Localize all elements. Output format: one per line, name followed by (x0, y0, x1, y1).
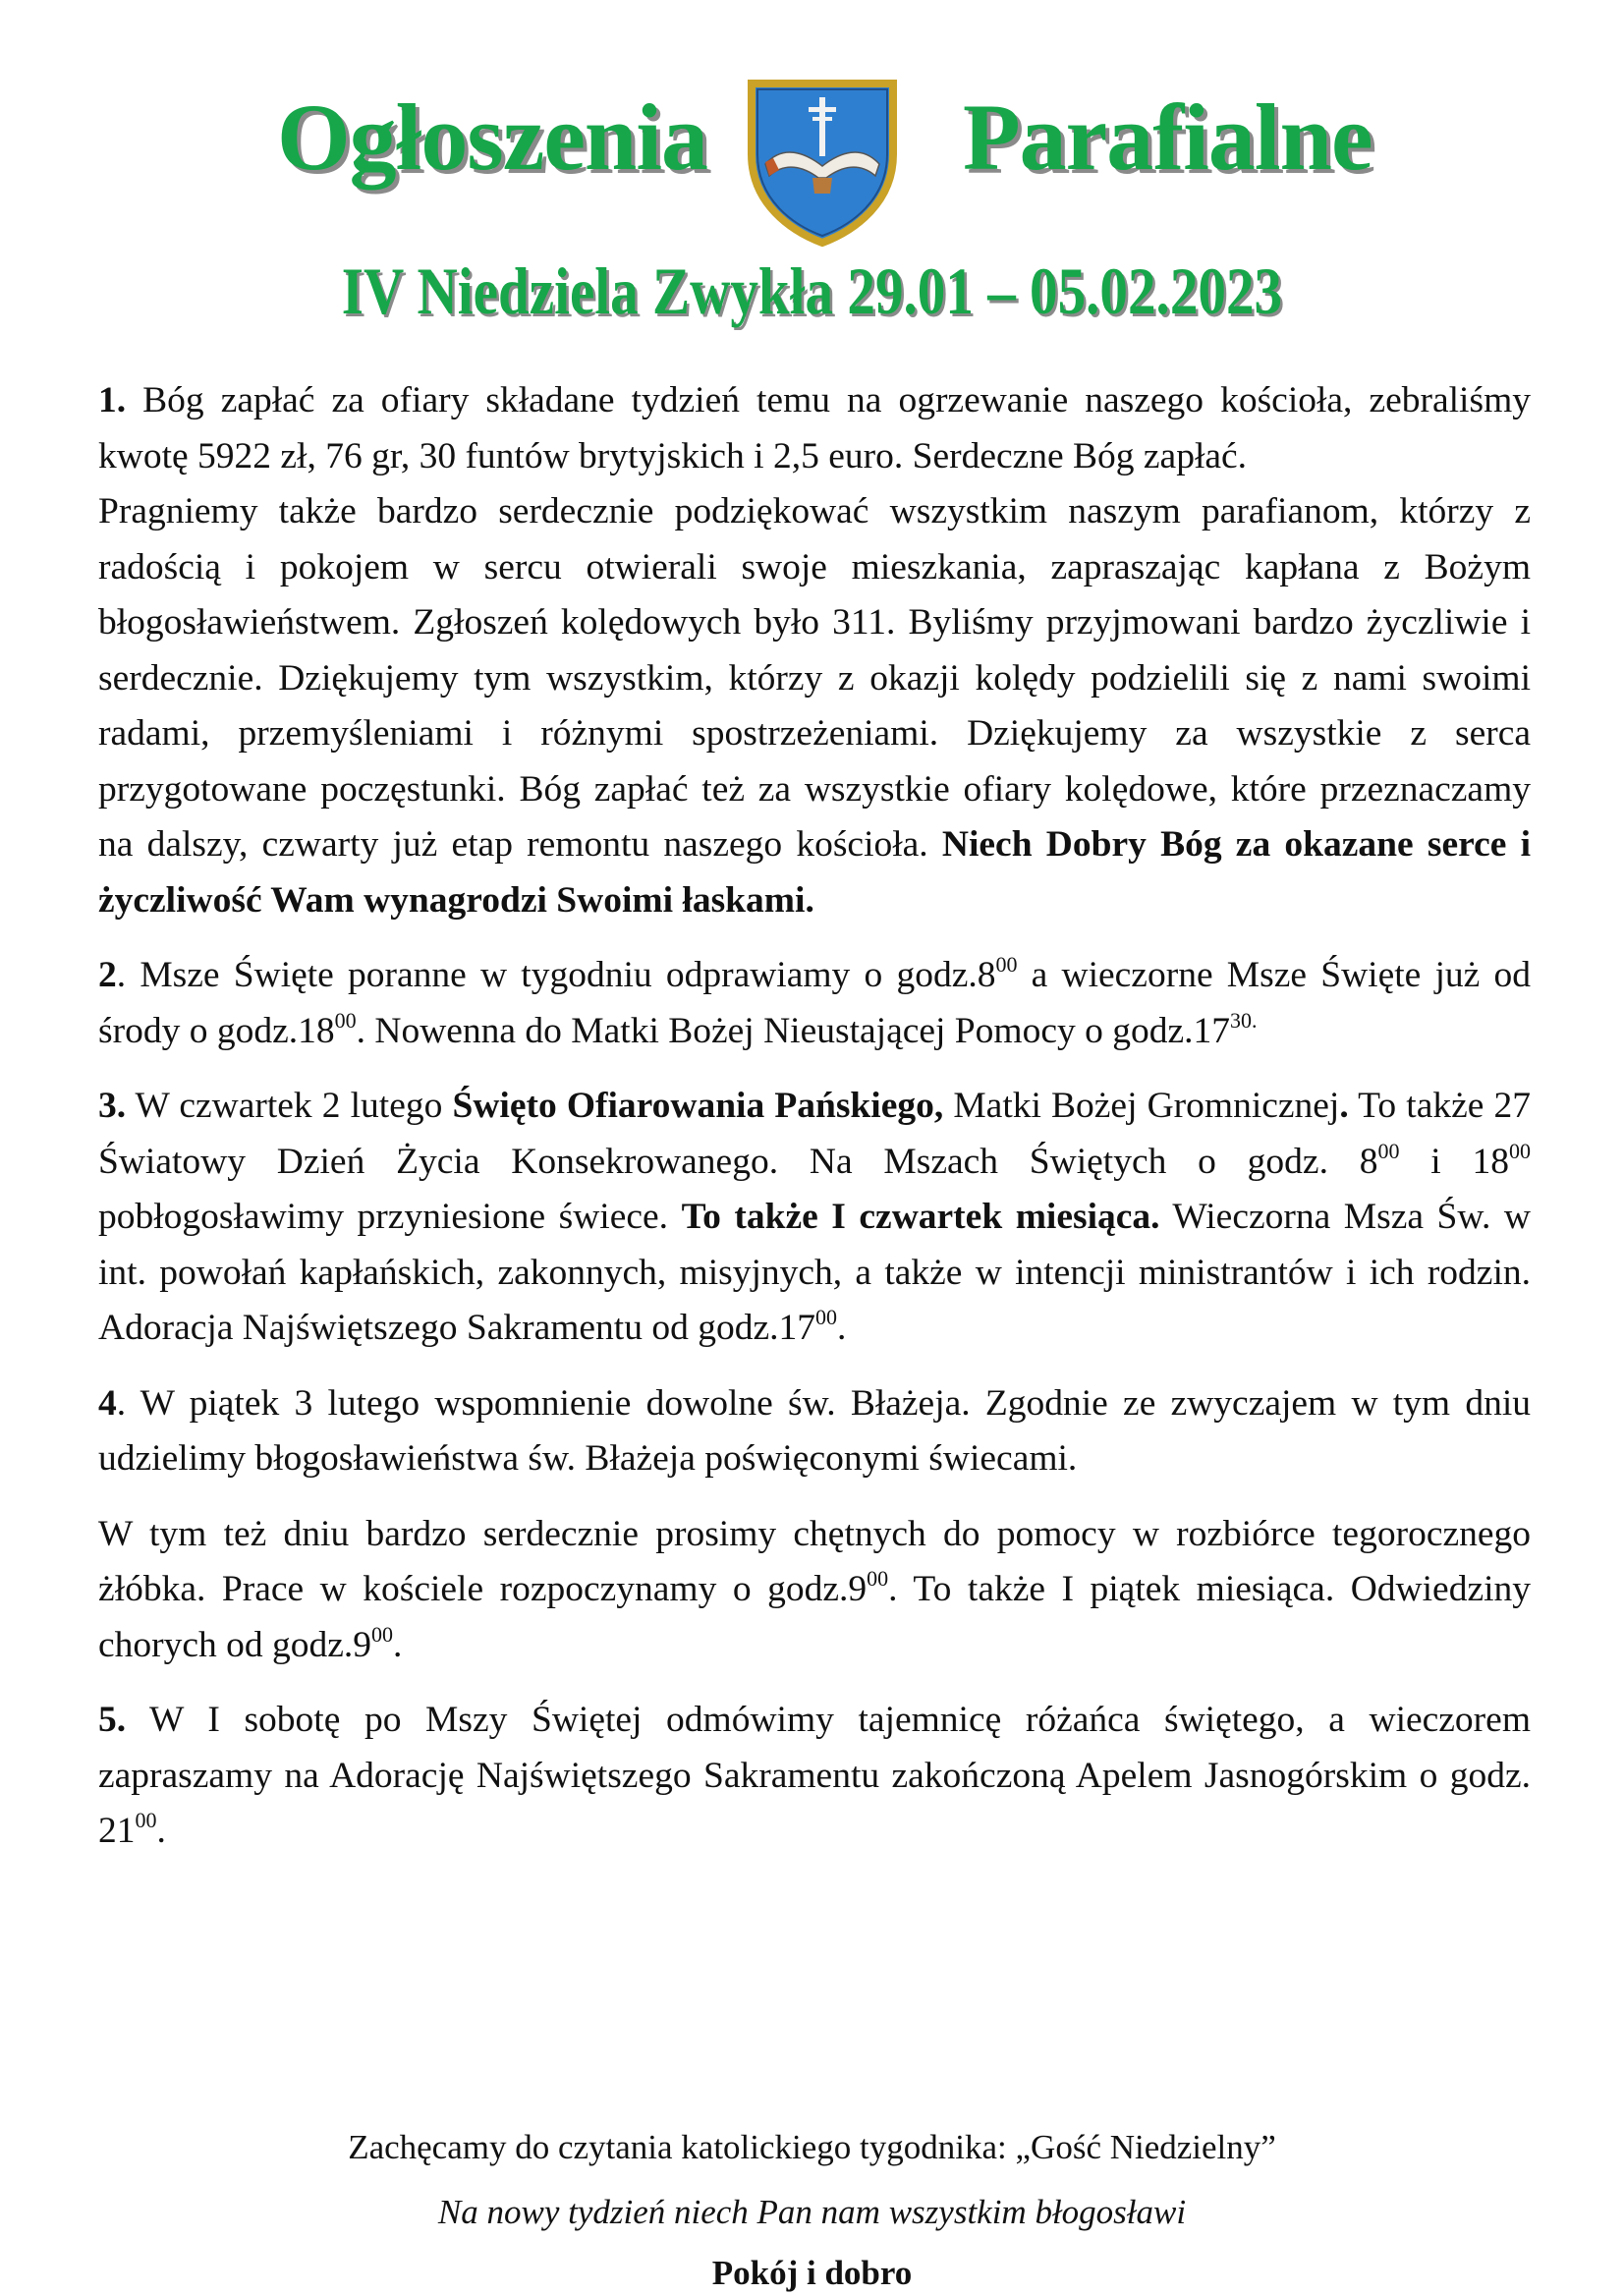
time-superscript: 00 (334, 1007, 357, 1033)
announcement-text: Wieczorna Msza Św. w int. powołań kapłańskich, zakonnych, misyjnych, a także w intencji ministrantów i ich rodzin. Adoracja Najświętszego Sakramentu od godz.17 (98, 1197, 1531, 1348)
announcement-number: 4 (98, 1382, 117, 1424)
announcement-4-continued (98, 1507, 1531, 1674)
announcement-1 (98, 373, 1531, 484)
time-superscript: 00 (1509, 1138, 1531, 1163)
announcement-bold-text: To także I czwartek miesiąca. (681, 1197, 1160, 1237)
announcement-bold-text: Niech Dobry Bóg za okazane serce i życzliwość Wam wynagrodzi Swoimi łaskami. (98, 824, 1531, 921)
announcement-text: i 18 (1399, 1141, 1509, 1182)
announcement-2 (98, 948, 1531, 1059)
title-right: Parafialne (963, 84, 1372, 190)
time-superscript: 00 (135, 1808, 157, 1832)
page-subtitle: IV Niedziela Zwykła 29.01 – 05.02.2023 (341, 253, 1283, 328)
announcement-5 (98, 1693, 1531, 1860)
announcement-text: W I sobotę po Mszy Świętej odmówimy tajemnicę różańca świętego, a wieczorem zapraszamy na Adorację Najświętszego Sakramentu zakończoną Apelem Jasnogórskim o godz. 21 (98, 1700, 1531, 1851)
announcement-text: . Msze Święte poranne w tygodniu odprawiamy o godz.8 (116, 955, 996, 995)
announcement-number: 1. (98, 380, 127, 420)
time-superscript: 00 (1377, 1138, 1400, 1163)
announcement-4 (98, 1376, 1531, 1487)
announcement-text: . W piątek 3 lutego wspomnienie dowolne św. Błażeja. Zgodnie ze zwyczajem w tym dniu udzielimy błogosławieństwa św. Błażeja poświęconymi świecami. (98, 1382, 1531, 1479)
announcement-number: 2 (98, 955, 117, 995)
time-superscript: 00 (995, 952, 1018, 977)
announcement-1-thanks (98, 484, 1531, 928)
announcement-bold-text: . (1339, 1086, 1349, 1126)
announcement-text: W czwartek 2 lutego (126, 1086, 453, 1126)
time-superscript: 00 (371, 1621, 394, 1647)
announcement-text: . To także I piątek miesiąca. Odwiedziny chorych od godz.9 (98, 1569, 1532, 1665)
announcement-text: . (837, 1308, 847, 1348)
announcement-text: . Nowenna do Matki Bożej Nieustającej Pomocy o godz.17 (356, 1010, 1230, 1051)
page-header (0, 0, 1624, 354)
time-superscript: 30. (1230, 1007, 1258, 1033)
announcement-number: 3. (98, 1086, 127, 1126)
time-superscript: 00 (867, 1566, 889, 1591)
parish-crest-icon (744, 76, 901, 248)
announcement-3 (98, 1079, 1531, 1357)
title-left: Ogłoszenia (277, 84, 707, 190)
announcements-body (98, 373, 1531, 1860)
announcement-number: 5. (98, 1700, 127, 1740)
footer-peace: Pokój i dobro (711, 2254, 913, 2292)
footer-magazine-note: Zachęcamy do czytania katolickiego tygodnika: „Gość Niedzielny” (348, 2128, 1276, 2166)
time-superscript: 00 (815, 1305, 837, 1329)
announcement-bold-text: Święto Ofiarowania Pańskiego, (452, 1086, 944, 1126)
footer-blessing: Na nowy tydzień niech Pan nam wszystkim błogosławi (437, 2193, 1187, 2231)
announcement-text: . (393, 1624, 403, 1665)
announcement-text: pobłogosławimy przyniesione świece. (98, 1197, 682, 1237)
announcement-text: To także 27 Światowy Dzień Życia Konsekrowanego. Na Mszach Świętych o godz. 8 (98, 1086, 1531, 1182)
announcement-text: . (156, 1811, 166, 1851)
announcement-text: Matki Bożej Gromnicznej (943, 1086, 1340, 1126)
announcement-text: Bóg zapłać za ofiary składane tydzień temu na ogrzewanie naszego kościoła, zebraliśmy kwotę 5922 zł, 76 gr, 30 funtów brytyjskich i 2,5 euro. Serdeczne Bóg zapłać. (98, 380, 1531, 476)
announcement-text: a wieczorne Msze Święte już od środy o godz.18 (98, 955, 1532, 1051)
announcement-text: W tym też dniu bardzo serdecznie prosimy chętnych do pomocy w rozbiórce tegorocznego żłóbka. Prace w kościele rozpoczynamy o godz.9 (98, 1513, 1531, 1609)
announcement-text: Pragniemy także bardzo serdecznie podziękować wszystkim naszym parafianom, którzy z radością i pokojem w sercu otwierali swoje mieszkania, zapraszając kapłana z Bożym błogosławieństwem. Zgłoszeń kolędowych było 311. Byliśmy przyjmowani bardzo życzliwie i serdecznie. Dziękujemy tym wszystkim, którzy z okazji kolędy podzielili się z nami swoimi radami, przemyśleniami i różnymi spostrzeżeniami. Dziękujemy za wszystkie z serca przygotowane poczęstunki. Bóg zapłać też za wszystkie ofiary kolędowe, które przeznaczamy na dalszy, czwarty już etap remontu naszego kościoła. (98, 491, 1531, 865)
